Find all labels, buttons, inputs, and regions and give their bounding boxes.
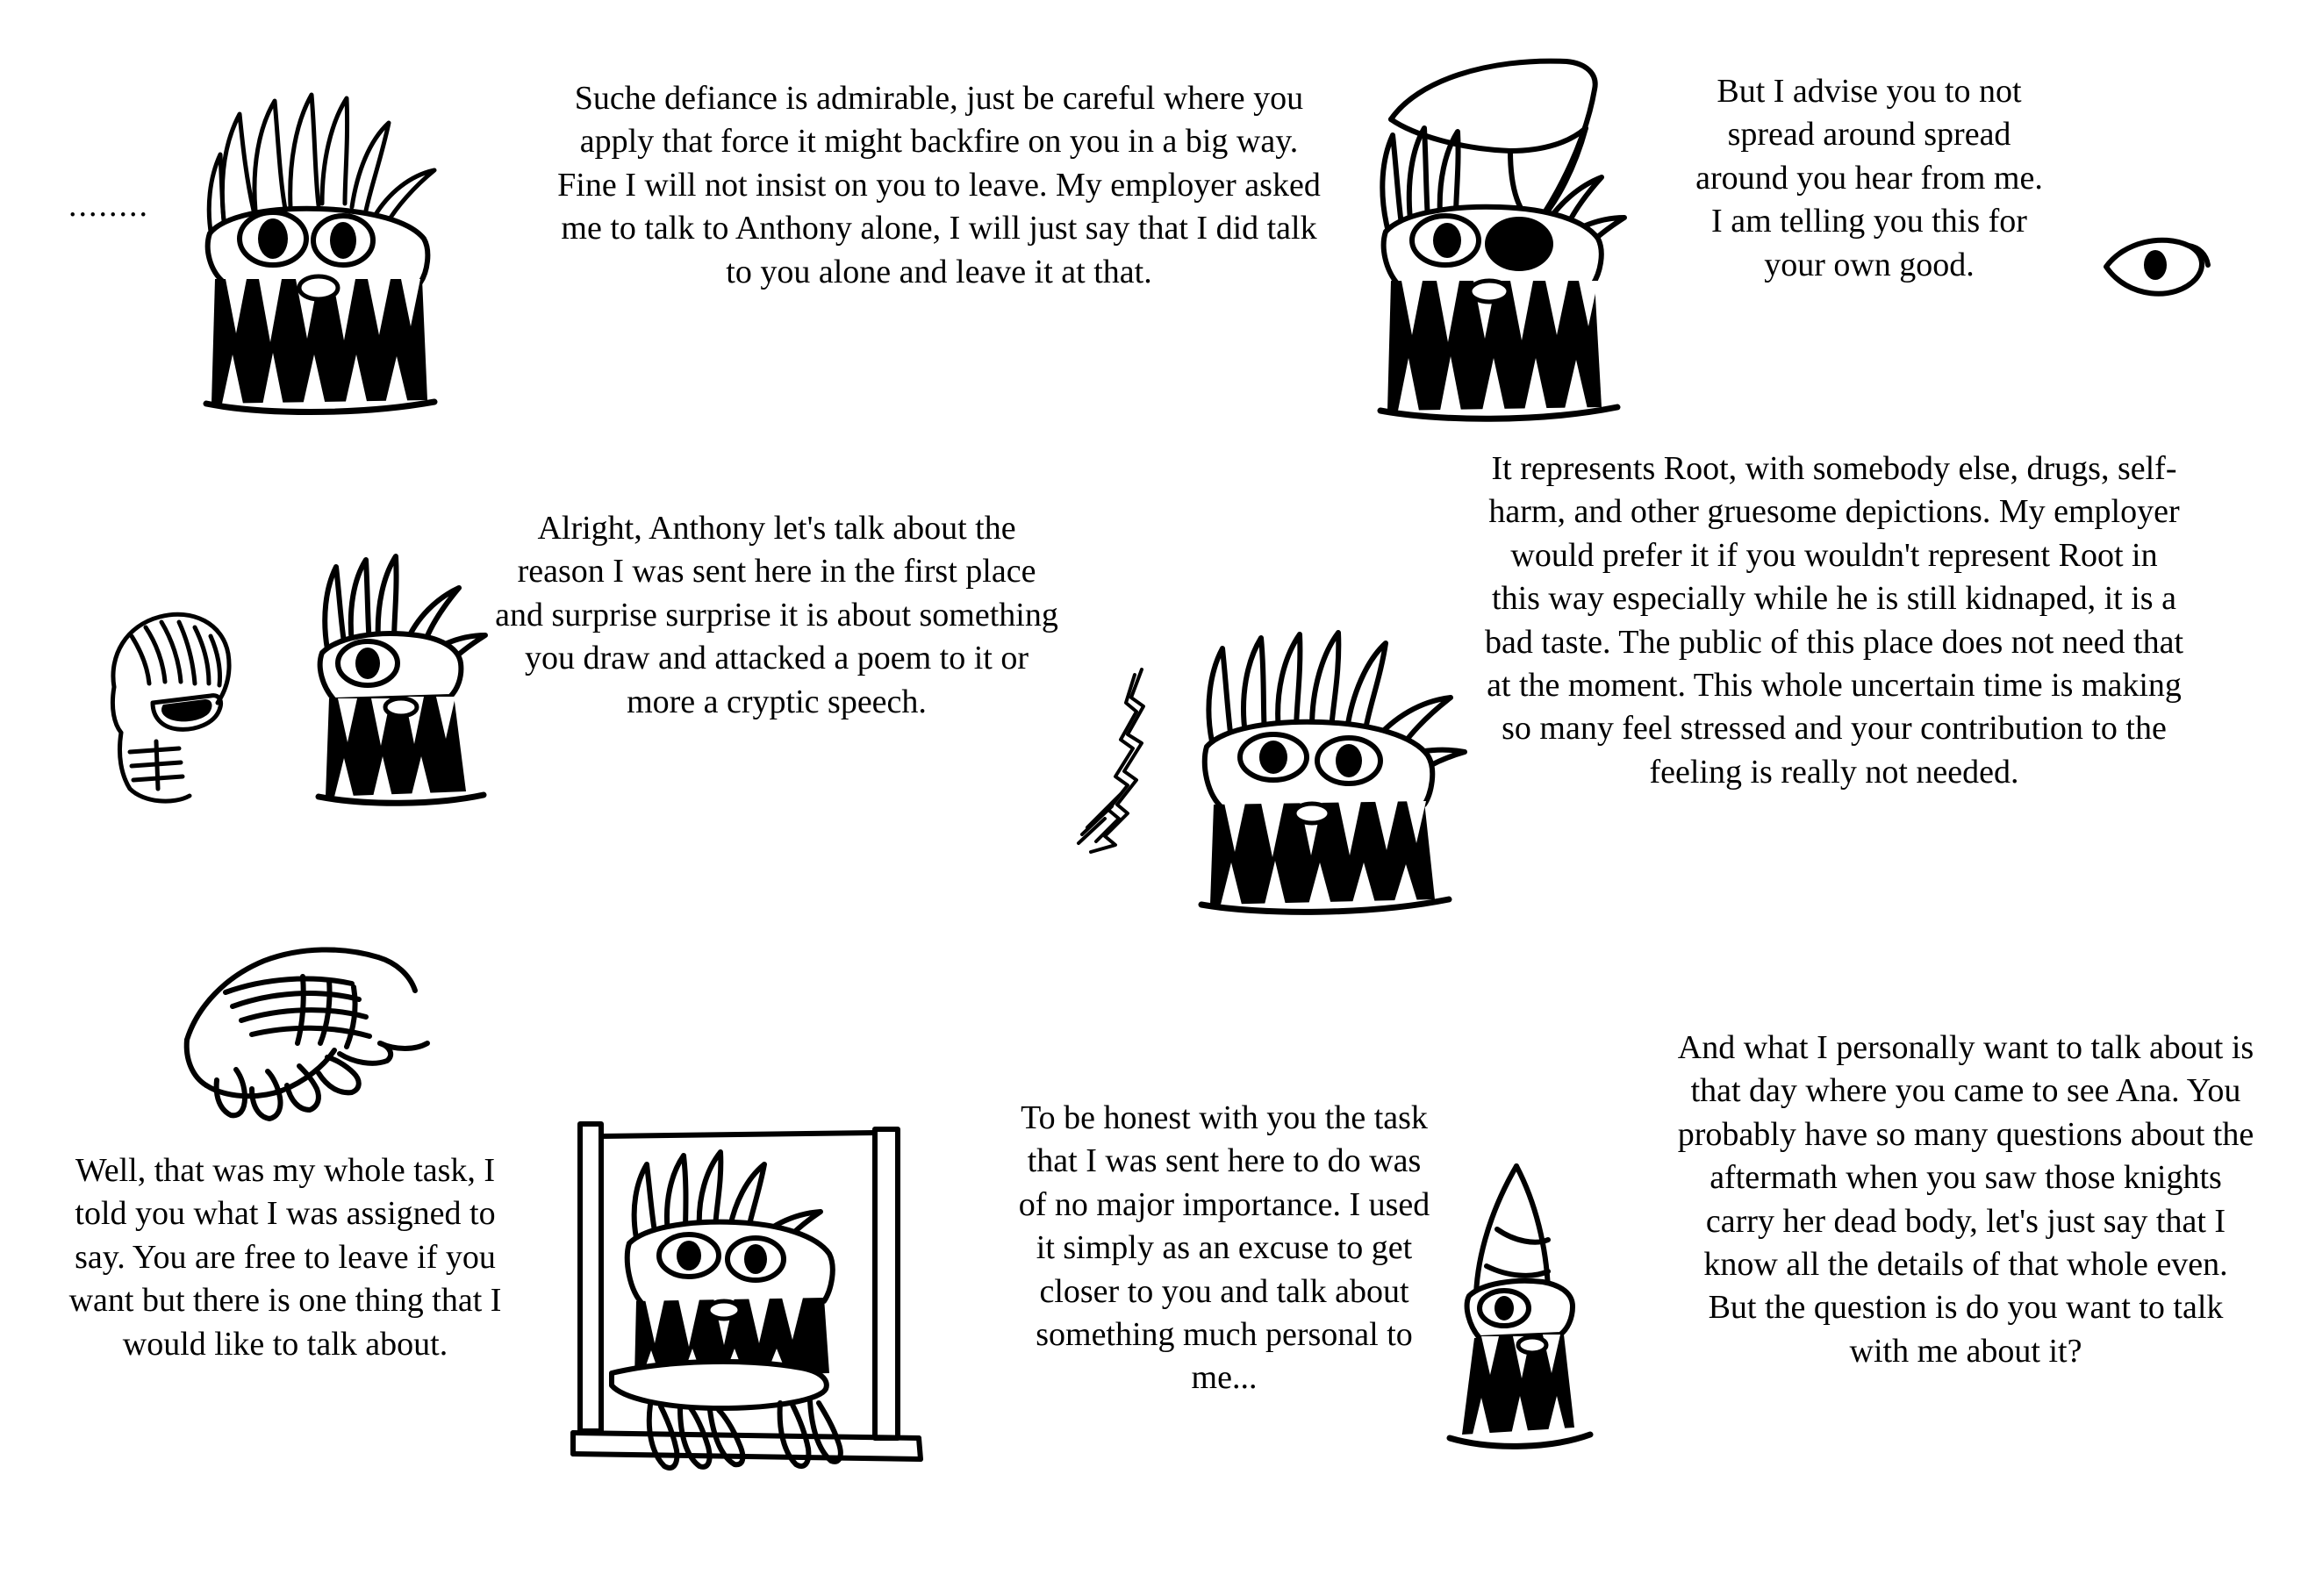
dialogue-text-2: But I advise you to not spread around spread around you hear from me. I am telling you this for your own good. xyxy=(1695,73,2052,283)
monster-small-leaning xyxy=(1430,1145,1641,1461)
scribble-squiggle xyxy=(1066,662,1163,855)
clawed-hand xyxy=(171,926,461,1119)
anthony-head-profile xyxy=(79,601,272,812)
dialogue-text-1: Suche defiance is admirable, just be careful where you apply that force it might backfire on you in a big way. Fine I will not insist on you to leave. My employer asked me to talk to Anthony alone, I will just say that I did talk to you alone and leave it at that. xyxy=(557,80,1330,290)
monster-at-window xyxy=(566,1110,952,1487)
monster-face-toothy xyxy=(171,53,461,360)
floating-eye xyxy=(2097,226,2211,305)
dialogue-text-6: To be honest with you the task that I was sent here to do was of no major importance. I used it simply as an excuse to get closer to you and talk about something much personal to me... xyxy=(1018,1099,1438,1397)
dialogue-text-7: And what I personally want to talk about is that day where you came to see Ana. You probably have so many questions about the aftermath when you saw those knights carry her dead body, let's just say that I know all the details of that whole even. But the question is do you want to talk with me about it? xyxy=(1677,1029,2262,1370)
ellipsis-dots: ........ xyxy=(68,187,149,224)
dialogue-text-5: Well, that was my whole task, I told you what I was assigned to say. You are free to leave if you want but there is one thing that I would like to talk about. xyxy=(68,1152,510,1363)
dialogue-text-3: Alright, Anthony let's talk about the reason I was sent here in the first place and surprise surprise it is about something you draw and attacked a poem to it or more a cryptic speech. xyxy=(495,510,1067,720)
monster-face-hat xyxy=(1356,44,1645,412)
dialogue-text-4: It represents Root, with somebody else, drugs, self-harm, and other gruesome depictions. My employer would prefer it if you wouldn't represent Root in this way especially while he is still kidnaped, it is a bad taste. The public of this place does not need that at the moment. This whole uncertain time is making so many feel stressed and your contribution to the feeling is really not needed. xyxy=(1484,450,2192,791)
monster-side-view xyxy=(303,544,505,798)
monster-face-spiky-crown xyxy=(1180,583,1479,908)
